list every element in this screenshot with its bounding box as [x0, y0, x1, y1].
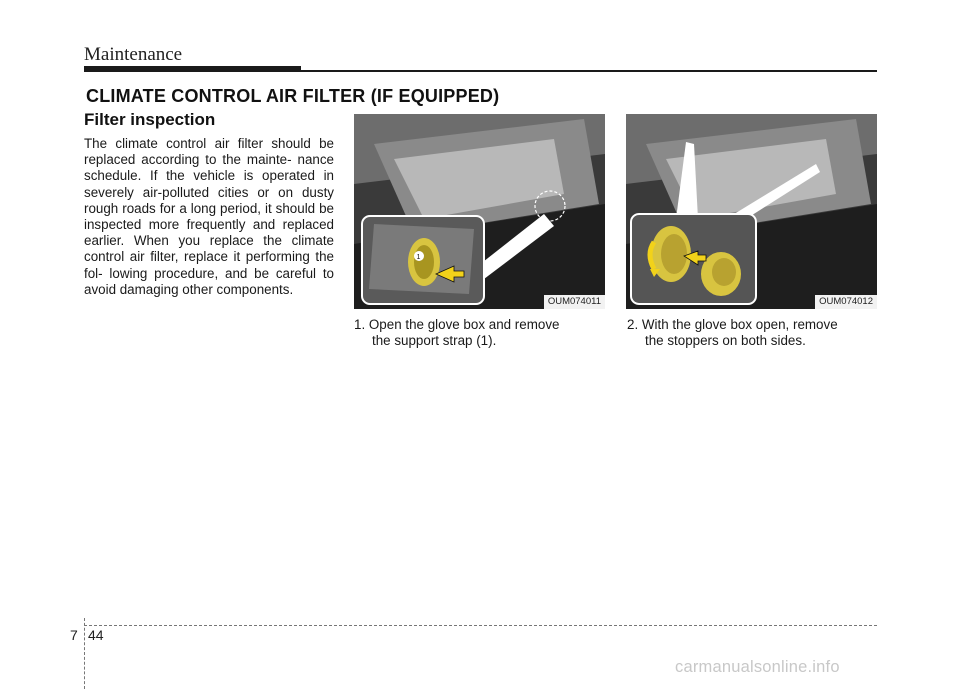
section-title: CLIMATE CONTROL AIR FILTER (IF EQUIPPED) — [86, 86, 500, 106]
figure-glove-box-stoppers — [626, 114, 877, 309]
header-title: Maintenance — [84, 44, 183, 65]
svg-text:1: 1 — [416, 254, 421, 261]
step-2-line-2: the stoppers on both sides. — [645, 333, 806, 349]
watermark: carmanualsonline.info — [675, 658, 840, 676]
body-paragraph: The climate control air filter should be replaced according to the mainte- nance schedule. If the vehicle is operated in severely air-polluted cities or on dusty rough roads for a long period, it should be inspected more frequently and replaced earlier. When you replace the climate control air filter, replace it performing the fol- lowing procedure, and be careful to avoid damaging other components. — [84, 136, 334, 297]
header-rule-thin — [301, 70, 877, 72]
chapter-number: 7 — [70, 627, 78, 643]
step-1-line-2: the support strap (1). — [372, 333, 497, 349]
glove-box-strap-illustration — [354, 114, 605, 309]
figure-glove-box-strap — [354, 114, 605, 309]
step-1-line-1: 1. Open the glove box and remove — [354, 317, 560, 332]
figure-code: OUM074011 — [544, 295, 605, 309]
subsection-title: Filter inspection — [84, 110, 216, 129]
figure-code: OUM074012 — [815, 295, 877, 309]
step-2-text — [627, 317, 878, 349]
step-1-text — [354, 317, 605, 349]
header-rule-thick — [84, 66, 301, 72]
step-2-line-1: 2. With the glove box open, remove — [627, 317, 838, 332]
footer-rule — [84, 625, 877, 626]
page-number: 44 — [88, 627, 104, 643]
footer-divider — [84, 618, 85, 689]
glove-box-stoppers-illustration — [626, 114, 877, 309]
